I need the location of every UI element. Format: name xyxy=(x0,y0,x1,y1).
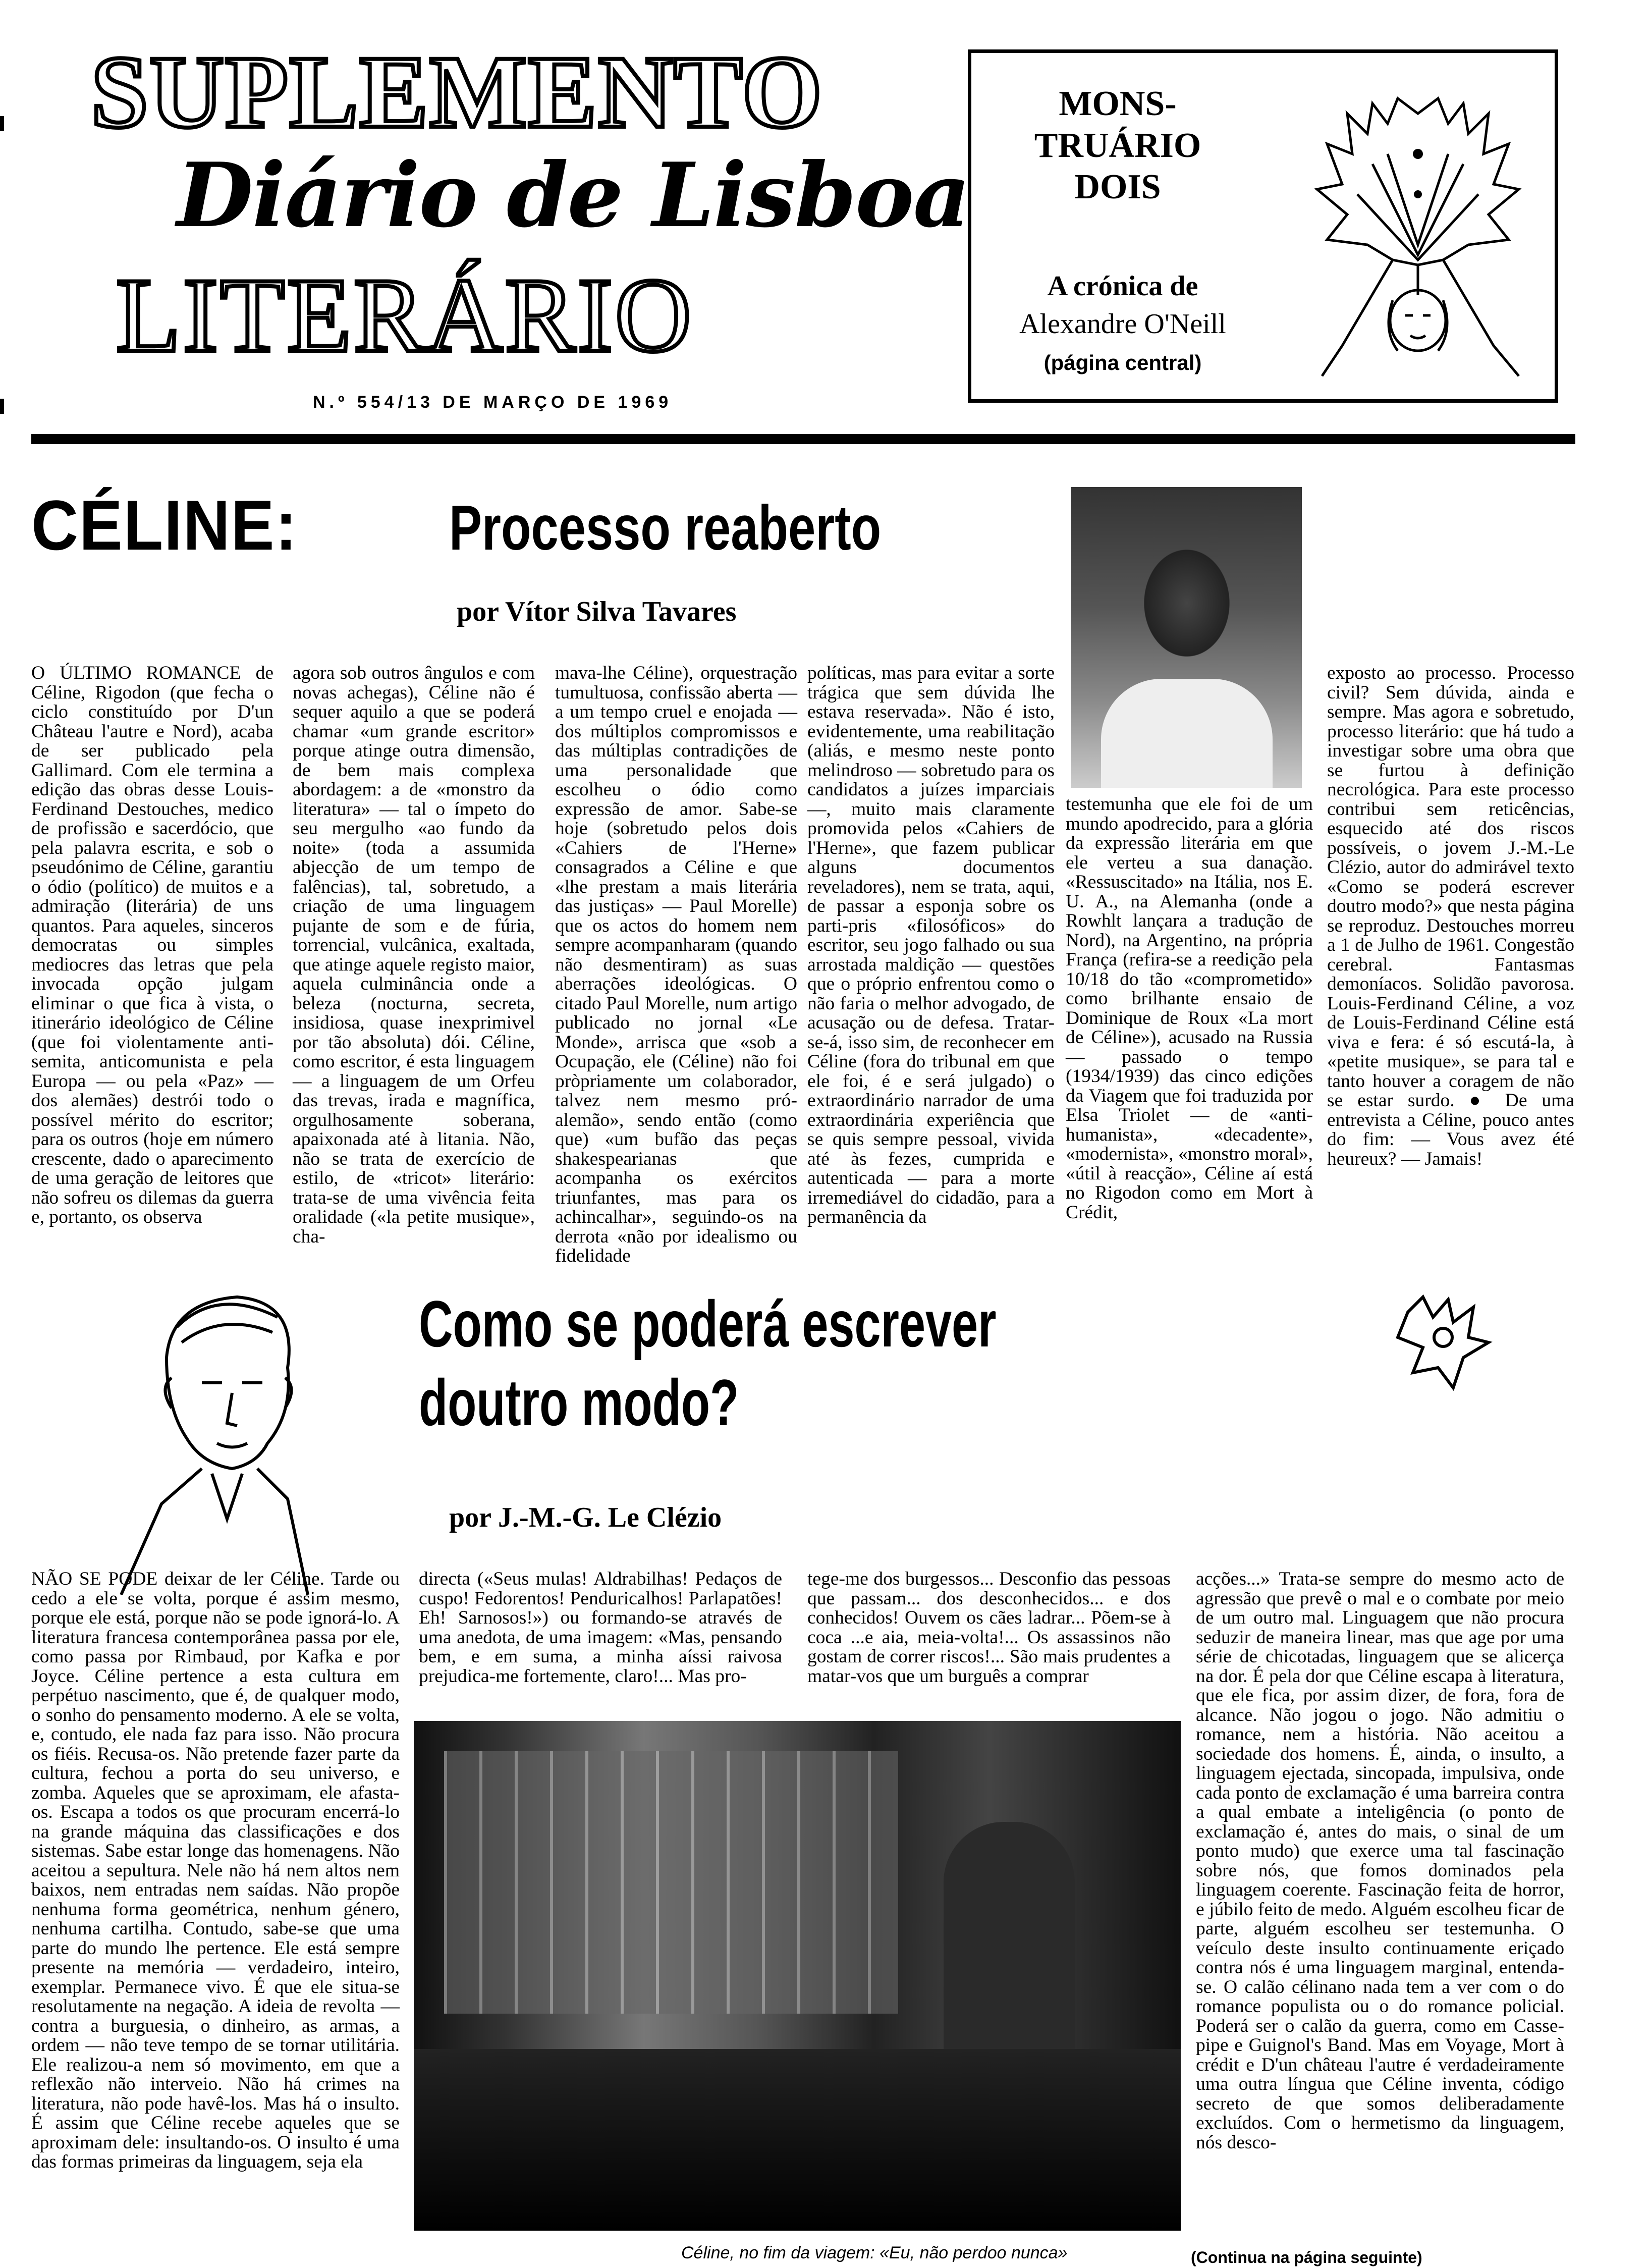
photo-caption: Céline, no fim da viagem: «Eu, não perdoo nunca» xyxy=(681,2243,1068,2262)
masthead-literario: LITERÁRIO xyxy=(116,257,694,374)
promo-line: A crónica de xyxy=(1047,271,1198,302)
masthead-suplemento: SUPLEMENTO xyxy=(91,35,823,149)
article1-paragraph: políticas, mas para evitar a sorte trágica que sem dúvida lhe estava reservada». Não é isto, evidentemente, uma reabilitação (aliás, e mesmo neste ponto melindroso — sobretudo para os candidatos a juízes imparciais —, muito mais claramente promovida pelos «Cahiers de l'Herne», que fazem publicar alguns documentos reveladores), nem se trata, aqui, de passar a esponja sobre os parti-pris «filosóficos» do escritor, seu jogo falhado ou sua arrostada maldição — questões que o próprio enfrentou como o não faria o melhor advogado, de acusação ou de defesa. Tratar-se-á, isso sim, de reconhecer em Céline (fora do tribunal em que ele foi, é e será julgado) o extraordinário narrador de uma extraordinária experiência que se quis sempre pessoal, vivida até às fezes, cumprida e autenticada — para a morte irremediável do cidadão, para a permanência da xyxy=(807,663,1055,1227)
article1-paragraph: O ÚLTIMO ROMANCE de Céline, Rigodon (que fecha o ciclo constituído por D'un Château l'autre e Nord), acaba de ser publicado pela Gallimard. Com ele termina a edição das obras desse Louis-Ferdinand Destouches, medico de profissão e sacerdócio, que pela palavra escrita, e sob o pseudónimo de Céline, garantiu o ódio (político) de muitos e a admiração (literária) de uns quantos. Para aqueles, sinceros democratas ou simples mediocres das letras que pela invocada opção julgam eliminar o que fica à vista, o itinerário ideológico de Céline (que foi violentamente anti-semita, anticomunista e pela Europa — ou pela «Paz» — dos alemães) destrói todo o possível mérito do escritor; para os outros (hoje em número crescente, dado o aparecimento de uma geração de leitores que não sofreu os dilemas da guerra e, portanto, os observa xyxy=(31,663,273,1227)
masthead-diario-de-lisboa: Diário de Lisboa xyxy=(177,144,970,247)
article1-paragraph: agora sob outros ângulos e com novas achegas), Céline não é sequer aquilo a que se poderá chamar «um grande escritor» porque atinge outra dimensão, de bem mais complexa abordagem: a de «monstro da literatura» — tal o ímpeto do seu mergulho «ao fundo da noite» (toda a assumida abjecção de um tempo de falências), tal, sobretudo, a criação de uma linguagem pujante de som e de fúria, torrencial, vulcânica, exaltada, que atinge aquele registo maior, aquela culminância onde a beleza (nocturna, secreta, insidiosa, quase inexprimivel por tão absoluta) dói. Céline, como escritor, é esta linguagem — a linguagem de um Orfeu das trevas, irada e magnífica, orgulhosamente soberana, apaixonada até à litania. Não, não se trata de exercício de estilo, de «tricot» literário: trata-se de uma vivência feita oralidade («la petite musique», cha- xyxy=(293,663,535,1247)
promo-title-line: MONS- xyxy=(1059,84,1177,123)
article1-paragraph: mava-lhe Céline), orquestração tumultuosa, confissão aberta — a um tempo cruel e enojada — dos múltiplos compromissos e das múltiplas contradições de uma personalidade que escolheu o ódio como expressão de amor. Sabe-se hoje (sobretudo pelos dois «Cahiers de l'Herne» consagrados a Céline e que «lhe prestam a mais literária das justiças» — Paul Morelle) que os actos do homem nem sempre acompanharam (quando não desmentiram) as suas aberrações ideológicas. O citado Paul Morelle, num artigo publicado no jornal «Le Monde», arrisca que «sob a Ocupação, ele (Céline) não foi pròpriamente um colaborador, talvez nem mesmo pró-alemão», sendo então (como que) «um bufão das peças shakespearianas que acompanha os exércitos triunfantes, mas para os achincalhar», seguindo-os na derrota «não por idealismo ou fidelidade xyxy=(555,663,797,1266)
article1-byline: por Vítor Silva Tavares xyxy=(457,596,737,627)
article2-byline: por J.-M.-G. Le Clézio xyxy=(449,1502,722,1533)
promo-author: Alexandre O'Neill xyxy=(1019,308,1226,340)
article2-paragraph: acções...» Trata-se sempre do mesmo acto de agressão que prevê o mal e o combate por meio de um outro mal. Linguagem que não procura seduzir de maneira linear, mas que age por uma série de chicotadas, linguagem que se alicerça na dor. É pela dor que Céline escapa à literatura, que ele fica, por assim dizer, de fora, fora de alcance. Não jogou o jogo. Não admitiu o romance, nem a história. Não aceitou a sociedade dos homens. É, ainda, o insulto, a linguagem ejectada, sincopada, impulsiva, onde cada ponto de exclamação é uma barreira contra a qual embate a inteligência (o ponto de exclamação é, antes do mais, o sinal de um ponto mudo) que exerce uma tal fascinação sobre nós, que fomos dominados pela linguagem coerente. Fascinação feita de horror, e júbilo feito de medo. Alguém escolheu ficar de parte, alguém escolheu ser testemunha. O veículo deste insulto continuamente eriçado contra nós é uma linguagem marginal, entenda-se. O calão célinano nada tem a ver com o do romance populista ou o do romance policial. Poderá ser o calão da guerra, como em Casse-pipe e Guignol's Band. Mas em Voyage, Mort à crédit e D'un château l'autre é verdadeiramente uma outra língua que Céline inventa, código secreto de que somos deliberadamente excluídos. Com o hermetismo da linguagem, nós desco- xyxy=(1196,1569,1564,2153)
margin-mark xyxy=(0,116,4,131)
article2-paragraph: directa («Seus mulas! Aldrabilhas! Pedaços de cuspo! Fedorentos! Penduricalhos! Parlapatões! Eh! Sarnosos!») ou formando-se através de uma anedota, de uma imagem: «Mas, pensando bem, e em suma, a minha aíssi raivosa prejudica-me fortemente, claro!... Mas pro- xyxy=(419,1569,782,1687)
article2-paragraph: NÃO SE PODE deixar de ler Céline. Tarde ou cedo a ele se volta, porque é assim mesmo, porque ele está, porque não se pode ignorá-lo. A literatura francesa contemporânea passa por ele, como passa por Rimbaud, por Kafka e por Joyce. Céline pertence a esta cultura em perpétuo nascimento, que é, de qualquer modo, o sonho do pensamento moderno. A ele se volta, e, contudo, ele nada faz para isso. Não procura os fiéis. Recusa-os. Não pretende fazer parte da cultura, fechou a porta do seu universo, e zomba. Aqueles que se aproximam, ele afasta-os. Escapa a todos os que procuram encerrá-lo na grande máquina das classificações e dos sistemas. Sabe estar longe das homenagens. Não aceitou a sepultura. Nele não há nem altos nem baixos, nem entradas nem saídas. Não propõe nenhuma forma geométrica, nenhum género, nenhuma cartilha. Contudo, sabe-se que uma parte do mundo lhe pertence. Ele está sempre presente na memória — verdadeiro, inteiro, exemplar. Permanece vivo. É que ele situa-se resolutamente na negação. A ideia de revolta — contra a burguesia, o dinheiro, as armas, a ordem — não teve tempo de se tornar utilitária. Ele realizou-a nem só movimento, em que a reflexão não interveio. Não há crimes na literatura, não pode havê-los. Mas há o insulto. É assim que Céline recebe aqueles que se aproximam dele: insultando-os. O insulto é uma das formas primeiras da linguagem, seja ela xyxy=(31,1569,400,2172)
article1-title: Processo reaberto xyxy=(449,493,882,563)
article2-paragraph: tege-me dos burgessos... Desconfio das pessoas que passam... dos desconhecidos... e dos conhecidos! Ouvem os cães ladrar... Põem-se à coca ...e aia, meia-volta!... Os assassinos não gostam de correr riscos!... São mais prudentes a matar-vos que um burguês a comprar xyxy=(807,1569,1171,1687)
promo-title xyxy=(1007,83,1229,208)
header-rule xyxy=(31,434,1575,444)
caricature-portrait xyxy=(106,1282,318,1595)
promo-title-line: TRUÁRIO xyxy=(1034,126,1201,165)
article2-column-2 xyxy=(419,1570,782,1686)
article1-kicker: CÉLINE: xyxy=(31,485,298,565)
promo-title-line: DOIS xyxy=(1074,168,1161,207)
angel-illustration xyxy=(1312,93,1524,386)
celine-portrait-photo xyxy=(1071,487,1302,788)
article1-column-2 xyxy=(293,664,535,1247)
article1-column-3 xyxy=(555,664,797,1266)
margin-mark xyxy=(0,399,4,414)
continues-note: (Continua na página seguinte) xyxy=(1191,2248,1422,2266)
celine-interior-photo xyxy=(414,1721,1181,2231)
article2-column-4 xyxy=(1196,1570,1564,2152)
article1-column-4 xyxy=(807,664,1055,1227)
article2-title-line: Como se poderá escrever xyxy=(419,1287,997,1361)
promo-page-ref: (página central) xyxy=(1043,351,1202,374)
article2-title xyxy=(419,1284,997,1442)
issue-line: N.º 554/13 DE MARÇO DE 1969 xyxy=(313,393,673,412)
article1-column-6 xyxy=(1327,664,1574,1169)
article1-column-1 xyxy=(31,664,273,1227)
small-figure-sketch xyxy=(1393,1292,1494,1393)
article1-paragraph: exposto ao processo. Processo civil? Sem dúvida, ainda e sempre. Mas agora e sobretudo, processo literário: que há tudo a investigar sobre uma obra que se furtou à definição necrológica. Para este processo contribui sem reticências, esquecido até dos riscos possíveis, o jovem J.-M.-Le Clézio, autor do admirável texto «Como se poderá escrever doutro modo?» que nesta página se reproduz. Destouches morreu a 1 de Julho de 1961. Congestão cerebral. Fantasmas demoníacos. Solidão pavorosa. Louis-Ferdinand Céline, a voz de Louis-Ferdinand Céline está viva e fera: é só escutá-la, à «petite musique», se para tal e tanto houver a coragem de não se estar surdo. ● De uma entrevista a Céline, pouco antes do fim: — Vous avez été heureux? — Jamais! xyxy=(1327,663,1574,1169)
article1-paragraph: testemunha que ele foi de um mundo apodrecido, para a glória da expressão literária em que ele verteu a sua danação. «Ressuscitado» na Itália, nos E. U. A., na Alemanha (onde a Rowhlt lançara a tradução de Nord), na Argentino, na própria França (refira-se a reedição pela 10/18 do tão «comprometido» como brilhante ensaio de Dominique de Roux «La mort de Céline»), acusado na Russia — passado o tempo (1934/1939) das cinco edições da Viagem que foi traduzida por Elsa Triolet — de «anti-humanista», «decadente», «modernista», «monstro moral», «útil à reacção», Céline aí está no Rigodon como em Mort à Crédit, xyxy=(1066,794,1313,1223)
article2-title-line: doutro modo? xyxy=(419,1366,739,1439)
article2-column-3 xyxy=(807,1570,1171,1686)
article1-column-5 xyxy=(1066,795,1313,1222)
article2-column-1 xyxy=(31,1570,400,2172)
